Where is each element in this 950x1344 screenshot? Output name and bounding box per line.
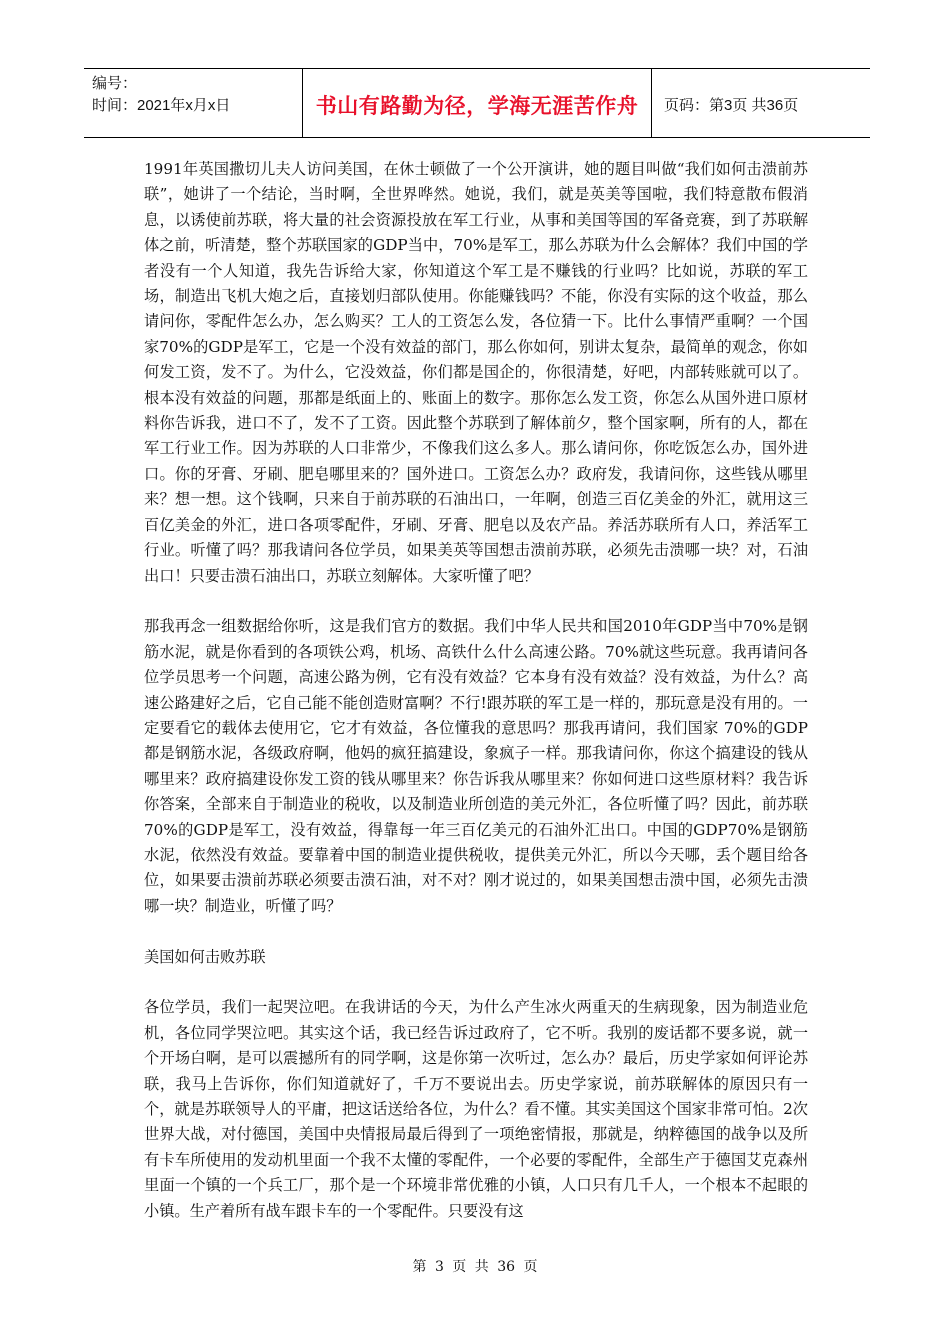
page-footer: 第 3 页 共 36 页 bbox=[412, 1259, 538, 1275]
document-number-label: 编号： bbox=[92, 75, 138, 92]
header-motto: 书山有路勤为径，学海无涯苦作舟 bbox=[315, 94, 639, 118]
header-motto-cell bbox=[302, 69, 652, 137]
header-meta bbox=[92, 73, 292, 117]
paragraph-china-gdp: 那我再念一组数据给你听，这是我们官方的数据。我们中华人民共和国2010年GDP当中70%是钢筋水泥，就是你看到的各项铁公鸡，机场、高铁什么什么高速公路。70%就这些玩意。我再请问各位学员思考一个问题，高速公路为例，它有没有效益？它本身有没有效益？没有效益，为什么？高速公路建好之后，它自己能不能创造财富啊？不行!跟苏联的军工是一样的，那玩意是没有用的。一定要看它的载体去使用它，它才有效益，各位懂我的意思吗？那我再请问，我们国家 70%的GDP都是钢筋水泥，各级政府啊，他妈的疯狂搞建设，象疯子一样。那我请问你，你这个搞建设的钱从哪里来？政府搞建设你发工资的钱从哪里来？你告诉我从哪里来？你如何进口这些原材料？我告诉你答案，全部来自于制造业的税收，以及制造业所创造的美元外汇，各位听懂了吗？因此，前苏联70%的GDP是军工，没有效益，得靠每一年三百亿美元的石油外汇出口。中国的GDP70%是钢筋水泥，依然没有效益。要靠着中国的制造业提供税收，提供美元外汇，所以今天哪，丢个题目给各位，如果要击溃前苏联必须要击溃石油，对不对？刚才说过的，如果美国想击溃中国，必须先击溃哪一块？制造业，听懂了吗？ bbox=[144, 617, 808, 915]
page-header bbox=[84, 68, 870, 138]
document-date: 时间：2021年x月x日 bbox=[92, 97, 231, 114]
document-body bbox=[144, 157, 808, 1249]
section-heading: 美国如何击败苏联 bbox=[144, 947, 266, 966]
paragraph-manufacturing-crisis: 各位学员，我们一起哭泣吧。在我讲话的今天，为什么产生冰火两重天的生病现象，因为制造业危机，各位同学哭泣吧。其实这个话，我已经告诉过政府了，它不听。我别的废话都不要多说，就一个开场白啊，是可以震撼所有的同学啊，这是你第一次听过，怎么办？最后，历史学家如何评论苏联，我马上告诉你，你们知道就好了，千万不要说出去。历史学家说，前苏联解体的原因只有一个，就是苏联领导人的平庸，把这话送给各位，为什么？看不懂。其实美国这个国家非常可怕。2次世界大战，对付德国，美国中央情报局最后得到了一项绝密情报，那就是，纳粹德国的战争以及所有卡车所使用的发动机里面一个我不太懂的零配件，一个必要的零配件，全部生产于德国艾克森州里面一个镇的一个兵工厂，那个是一个环境非常优雅的小镇，人口只有几千人，一个根本不起眼的小镇。生产着所有战车跟卡车的一个零配件。只要没有这 bbox=[144, 998, 808, 1220]
paragraph-thatcher-speech: 1991年英国撒切儿夫人访问美国，在休士顿做了一个公开演讲，她的题目叫做“我们如何击溃前苏联”，她讲了一个结论，当时啊，全世界哗然。她说，我们，就是英美等国啦，我们特意散布假消息，以诱使前苏联，将大量的社会资源投放在军工行业，从事和美国等国的军备竞赛，到了苏联解体之前，听清楚，整个苏联国家的GDP当中，70%是军工，那么苏联为什么会解体？我们中国的学者没有一个人知道，我先告诉给大家，你知道这个军工是不赚钱的行业吗？比如说，苏联的军工场，制造出飞机大炮之后，直接划归部队使用。你能赚钱吗？不能，你没有实际的这个收益，那么请问你，零配件怎么办，怎么购买？工人的工资怎么发，各位猜一下。比什么事情严重啊？一个国家70%的GDP是军工，它是一个没有效益的部门，那么你如何，别讲太复杂，最简单的观念，你如何发工资，发不了。为什么，它没效益，你们都是国企的，你很清楚，好吧，内部转账就可以了。根本没有效益的问题，那都是纸面上的、账面上的数字。那你怎么发工资，你怎么从国外进口原材料你告诉我，进口不了，发不了工资。因此整个苏联到了解体前夕，整个国家啊，所有的人，都在军工行业工作。因为苏联的人口非常少，不像我们这么多人。那么请问你，你吃饭怎么办，国外进口。你的牙膏、牙刷、肥皂哪里来的？国外进口。工资怎么办？政府发，我请问你，这些钱从哪里来？想一想。这个钱啊，只来自于前苏联的石油出口，一年啊，创造三百亿美金的外汇，就用这三百亿美金的外汇，进口各项零配件，牙刷、牙膏、肥皂以及农产品。养活苏联所有人口，养活军工行业。听懂了吗？那我请问各位学员，如果美英等国想击溃前苏联，必须先击溃哪一块？对，石油出口！只要击溃石油出口，苏联立刻解体。大家听懂了吧？ bbox=[144, 160, 808, 585]
header-page-info: 页码：第3页 共36页 bbox=[664, 97, 799, 114]
